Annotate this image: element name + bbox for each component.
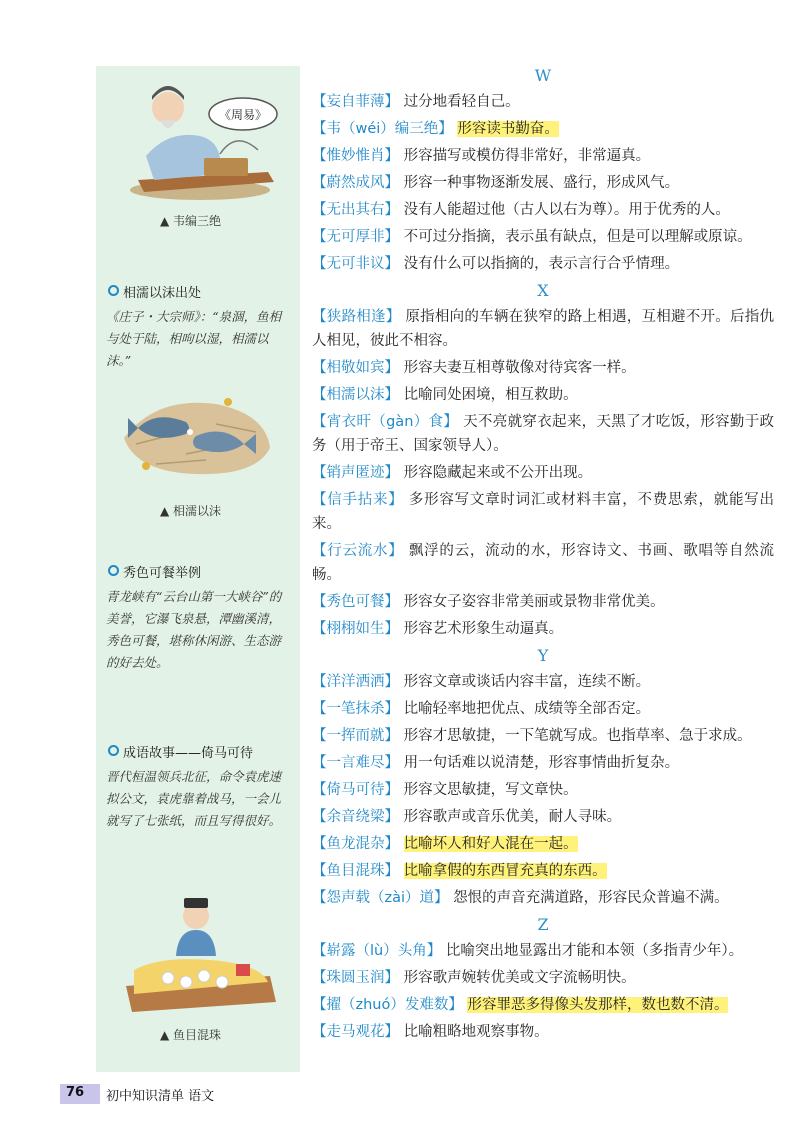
- idiom-definition: 形容歌声婉转优美或文字流畅明快。: [403, 970, 636, 986]
- idiom-entry: [312, 886, 774, 910]
- idiom-term: 【一挥而就】: [312, 728, 399, 744]
- idiom-definition: 飘浮的云，流动的水，形容诗文、书画、歌唱等自然流畅。: [312, 543, 775, 583]
- idiom-definition: 比喻粗略地观察事物。: [403, 1024, 549, 1040]
- idiom-entry: [312, 305, 774, 353]
- scholar-head: [152, 92, 184, 124]
- note-title-xiusekecan: 秀色可餐举例: [108, 562, 201, 581]
- idiom-definition: 形容女子姿容非常美丽或景物非常优美。: [403, 594, 665, 610]
- note-body-xiangruyimo: 《庄子・大宗师》：“泉涸，鱼相与处于陆，相呴以湿，相濡以沫。”: [106, 309, 282, 368]
- idiom-definition: 形容夫妻互相尊敬像对待宾客一样。: [403, 360, 636, 376]
- idiom-entry: [312, 252, 774, 276]
- idiom-definition: 原指相向的车辆在狭窄的路上相遇，互相避不开。后指仇人相见，彼此不相容。: [312, 309, 775, 349]
- idiom-entry: [312, 144, 774, 168]
- idiom-definition: 没有人能超过他（古人以右为尊）。用于优秀的人。: [403, 202, 730, 218]
- idiom-term: 【擢（zhuó）发难数】: [312, 997, 463, 1013]
- idiom-term: 【珠圆玉润】: [312, 970, 399, 986]
- idiom-term: 【倚马可待】: [312, 782, 399, 798]
- idiom-entry: [312, 410, 774, 458]
- idiom-definition: 多形容写文章时词汇或材料丰富，不费思索，就能写出来。: [312, 492, 775, 532]
- idiom-entry: [312, 1020, 774, 1044]
- book-title: 初中知识清单 语文: [106, 1089, 215, 1104]
- idiom-entry: [312, 198, 774, 222]
- idiom-entry: [312, 356, 774, 380]
- idiom-definition: 形容才思敏捷，一下笔就写成。也指草率、急于求成。: [403, 728, 752, 744]
- scholar-reading-illustration: [108, 70, 288, 208]
- idiom-term: 【宵衣旰（gàn）食】: [312, 414, 459, 430]
- idiom-term: 【崭露（lù）头角】: [312, 943, 442, 959]
- idiom-definition: 天不亮就穿衣起来，天黑了才吃饭，形容勤于政务（用于帝王、国家领导人）。: [312, 414, 775, 454]
- idiom-term: 【妄自菲薄】: [312, 94, 399, 110]
- idiom-entry: [312, 590, 774, 614]
- note-body-xiusekecan: 青龙峡有“云台山第一大峡谷”的美誉，它瀑飞泉悬，潭幽溪清，秀色可餐，堪称休闲游、生态游的好去处。: [106, 589, 282, 670]
- idiom-definition: 不可过分指摘，表示虽有缺点，但是可以理解或原谅。: [403, 229, 752, 245]
- idiom-entry: [312, 993, 774, 1017]
- idiom-definition: 形容一种事物逐渐发展、盛行，形成风气。: [403, 175, 680, 191]
- idiom-term: 【行云流水】: [312, 543, 404, 559]
- idiom-term: 【一言难尽】: [312, 755, 399, 771]
- note-title-yimakedai: 成语故事——倚马可待: [108, 742, 253, 761]
- idiom-entry: [312, 90, 774, 114]
- idiom-definition: 没有什么可以指摘的，表示言行合乎情理。: [403, 256, 680, 272]
- idiom-term: 【一笔抹杀】: [312, 701, 399, 717]
- bullet-icon: [108, 745, 119, 756]
- idiom-term: 【无可非议】: [312, 256, 399, 272]
- idiom-entry: [312, 778, 774, 802]
- idiom-definition: 形容描写或模仿得非常好，非常逼真。: [403, 148, 651, 164]
- idiom-definition: 形容隐藏起来或不公开出现。: [403, 465, 593, 481]
- idiom-definition: 过分地看轻自己。: [403, 94, 520, 110]
- section-letter: Y: [537, 646, 549, 665]
- idiom-definition: 用一句话难以说清楚，形容事情曲折复杂。: [403, 755, 680, 771]
- idiom-entry: [312, 383, 774, 407]
- idiom-term: 【信手拈来】: [312, 492, 404, 508]
- bullet-icon: [108, 565, 119, 576]
- two-fish-illustration: [116, 384, 276, 484]
- bullet-icon: [108, 285, 119, 296]
- section-letter: Z: [537, 915, 549, 934]
- idiom-entry: [312, 225, 774, 249]
- idiom-definition: 怨恨的声音充满道路，形容民众普遍不满。: [453, 890, 729, 906]
- caption-weibiansanjue: ▲ 韦编三绝: [160, 214, 222, 228]
- idiom-definition-highlighted: 形容罪恶多得像头发那样，数也数不清。: [467, 997, 729, 1013]
- idiom-entry: [312, 171, 774, 195]
- idiom-term: 【蔚然成风】: [312, 175, 399, 191]
- idiom-term: 【鱼目混珠】: [312, 863, 399, 879]
- idiom-definition-highlighted: 比喻坏人和好人混在一起。: [403, 836, 578, 852]
- idiom-entry: [312, 724, 774, 748]
- idiom-entry: [312, 751, 774, 775]
- caption-yumuhunzhu: ▲ 鱼目混珠: [160, 1028, 222, 1042]
- idiom-term: 【余音绕梁】: [312, 809, 399, 825]
- idiom-definition: 形容文章或谈话内容丰富，连续不断。: [403, 674, 651, 690]
- pearls-illustration: [120, 890, 280, 1020]
- idiom-definition: 形容艺术形象生动逼真。: [403, 621, 564, 637]
- idiom-entry: [312, 805, 774, 829]
- robe: [176, 930, 216, 956]
- section-letter: W: [534, 66, 552, 85]
- idiom-entry: [312, 117, 774, 141]
- caption-xiangruyimo: ▲ 相濡以沫: [160, 504, 222, 518]
- idiom-term: 【销声匿迹】: [312, 465, 399, 481]
- note-body-yimakedai: 晋代桓温领兵北征，命令袁虎速拟公文，袁虎靠着战马，一会儿就写了七张纸，而且写得很好。: [106, 769, 282, 828]
- idiom-entry: [312, 488, 774, 536]
- idiom-entry: [312, 697, 774, 721]
- note-title-xiangruyimo: 相濡以沫出处: [108, 282, 201, 301]
- idiom-definition: 比喻轻率地把优点、成绩等全部否定。: [403, 701, 651, 717]
- idiom-term: 【韦（wéi）编三绝】: [312, 121, 453, 137]
- idiom-term: 【秀色可餐】: [312, 594, 399, 610]
- idiom-term: 【相敬如宾】: [312, 360, 399, 376]
- idiom-entry: [312, 859, 774, 883]
- idiom-entry: [312, 939, 774, 963]
- bamboo-slips: [204, 158, 248, 176]
- idiom-term: 【相濡以沫】: [312, 387, 399, 403]
- beard: [160, 120, 176, 128]
- idiom-entry: [312, 670, 774, 694]
- idiom-entry: [312, 832, 774, 856]
- idiom-term: 【栩栩如生】: [312, 621, 399, 637]
- idiom-term: 【无可厚非】: [312, 229, 399, 245]
- idiom-term: 【怨声载（zài）道】: [312, 890, 449, 906]
- idiom-term: 【惟妙惟肖】: [312, 148, 399, 164]
- idiom-term: 【走马观花】: [312, 1024, 399, 1040]
- idiom-term: 【鱼龙混杂】: [312, 836, 399, 852]
- idiom-term: 【无出其右】: [312, 202, 399, 218]
- idiom-entry: [312, 539, 774, 587]
- idiom-term: 【狭路相逢】: [312, 309, 401, 325]
- idiom-glossary: [312, 62, 774, 1047]
- idiom-entry: [312, 966, 774, 990]
- idiom-definition: 形容文思敏捷，写文章快。: [403, 782, 578, 798]
- idiom-definition: 比喻突出地显露出才能和本领（多指青少年）。: [445, 943, 744, 959]
- idiom-definition: 形容歌声或音乐优美，耐人寻味。: [403, 809, 622, 825]
- idiom-term: 【洋洋洒洒】: [312, 674, 399, 690]
- idiom-entry: [312, 461, 774, 485]
- idiom-entry: [312, 617, 774, 641]
- idiom-definition-highlighted: 形容读书勤奋。: [457, 121, 559, 137]
- scroll-label: 《周易》: [218, 108, 268, 122]
- section-letter: X: [537, 281, 549, 300]
- idiom-definition: 比喻同处困境，相互救助。: [403, 387, 578, 403]
- man-hat: [184, 898, 208, 908]
- idiom-definition-highlighted: 比喻拿假的东西冒充真的东西。: [403, 863, 607, 879]
- page-number: 76: [66, 1085, 85, 1100]
- box: [236, 964, 250, 976]
